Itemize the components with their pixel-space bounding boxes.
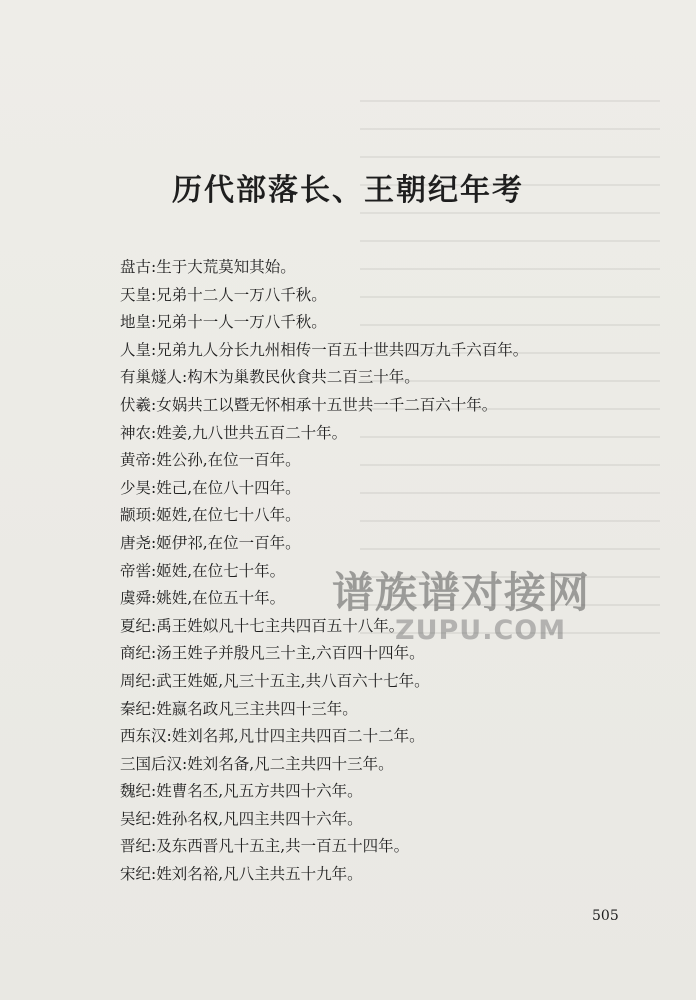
list-item: 盘古:生于大荒莫知其始。 [120,258,296,276]
list-item: 秦纪:姓嬴名政凡三主共四十三年。 [120,699,358,718]
list-item: 虞舜:姚姓,在位五十年。 [120,589,286,608]
list-item: 颛顼:姬姓,在位七十八年。 [120,506,301,525]
watermark-text: 谱族谱对接网 [332,568,591,617]
list-item: 周纪:武王姓姬,凡三十五主,共八百六十七年。 [120,671,430,690]
list-item: 神农:姓姜,九八世共五百二十年。 [120,423,348,442]
list-item: 少昊:姓己,在位八十四年。 [120,478,301,497]
list-item: 商纪:汤王姓子并殷凡三十主,六百四十四年。 [120,644,425,663]
list-item: 伏羲:女娲共工以暨无怀相承十五世共一千二百六十年。 [120,395,498,414]
list-item: 唐尧:姬伊祁,在位一百年。 [120,533,301,552]
list-item: 宋纪:姓刘名裕,凡八主共五十九年。 [120,865,363,884]
list-item: 魏纪:姓曹名丕,凡五方共四十六年。 [120,782,363,801]
page-number: 505 [592,908,619,924]
list-item: 三国后汉:姓刘名备,凡二主共四十三年。 [120,754,394,773]
page-title: 历代部落长、王朝纪年考 [172,173,524,208]
list-item: 人皇:兄弟九人分长九州相传一百五十世共四万九千六百年。 [120,340,529,359]
list-item: 黄帝:姓公孙,在位一百年。 [120,451,301,470]
watermark-url: ZUPU.COM [395,615,567,646]
list-item: 夏纪:禹王姓姒凡十七主共四百五十八年。 [120,616,405,635]
list-item: 地皇:兄弟十一人一万八千秋。 [120,313,327,332]
list-item: 天皇:兄弟十二人一万八千秋。 [120,285,327,304]
list-item: 有巢燧人:构木为巢教民伙食共二百三十年。 [120,368,420,387]
list-item: 晋纪:及东西晋凡十五主,共一百五十四年。 [120,837,410,856]
list-item: 吴纪:姓孙名权,凡四主共四十六年。 [120,809,363,828]
list-item: 西东汉:姓刘名邦,凡廿四主共四百二十二年。 [120,727,425,746]
list-item: 帝喾:姬姓,在位七十年。 [120,561,286,580]
chronology-list [120,254,590,889]
